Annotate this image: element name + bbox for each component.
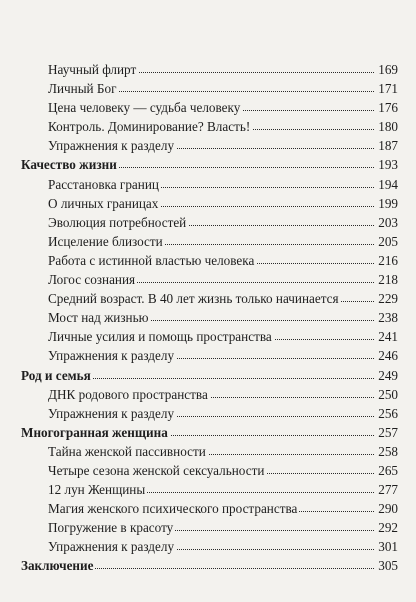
toc-entry-page-number: 216 xyxy=(377,251,398,270)
toc-entry-title: Мост над жизнью xyxy=(48,308,150,327)
toc-entry-page-number: 241 xyxy=(377,327,398,346)
toc-entry-page-number: 258 xyxy=(377,442,398,461)
toc-entry-title: Логос сознания xyxy=(48,270,137,289)
table-of-contents xyxy=(0,60,416,576)
toc-entry-page-number: 203 xyxy=(377,213,398,232)
toc-entry-title: Упражнения к разделу xyxy=(48,136,176,155)
toc-entry xyxy=(0,213,416,232)
toc-entry-title: Исцеление близости xyxy=(48,232,165,251)
toc-entry-page-number: 277 xyxy=(377,480,398,499)
toc-entry-page-number: 305 xyxy=(377,556,398,575)
toc-entry-title: Погружение в красоту xyxy=(48,518,175,537)
toc-entry-title: Род и семья xyxy=(21,366,93,385)
toc-entry-title: Личный Бог xyxy=(48,79,118,98)
toc-entry xyxy=(0,346,416,365)
toc-entry-title: Средний возраст. В 40 лет жизнь только начинается xyxy=(48,289,341,308)
toc-entry xyxy=(0,385,416,404)
toc-entry-page-number: 180 xyxy=(377,117,398,136)
toc-entry xyxy=(0,499,416,518)
toc-entry-title: Многогранная женщина xyxy=(21,423,170,442)
toc-entry-title: Качество жизни xyxy=(21,155,119,174)
toc-entry-title: Тайна женской пассивности xyxy=(48,442,208,461)
toc-entry-title: Научный флирт xyxy=(48,60,138,79)
toc-entry xyxy=(0,480,416,499)
toc-entry-title: О личных границах xyxy=(48,194,160,213)
toc-section-heading xyxy=(0,366,416,385)
toc-entry xyxy=(0,79,416,98)
toc-entry-page-number: 218 xyxy=(377,270,398,289)
toc-entry-page-number: 292 xyxy=(377,518,398,537)
toc-entry-title: Личные усилия и помощь пространства xyxy=(48,327,274,346)
toc-entry-title: Упражнения к разделу xyxy=(48,404,176,423)
toc-entry-page-number: 187 xyxy=(377,136,398,155)
toc-entry xyxy=(0,136,416,155)
toc-entry-title: Четыре сезона женской сексуальности xyxy=(48,461,266,480)
toc-entry-page-number: 246 xyxy=(377,346,398,365)
toc-entry xyxy=(0,251,416,270)
toc-entry-title: Цена человеку — судьба человеку xyxy=(48,98,242,117)
toc-entry-page-number: 249 xyxy=(377,366,398,385)
toc-entry-page-number: 229 xyxy=(377,289,398,308)
toc-entry-page-number: 265 xyxy=(377,461,398,480)
toc-entry-page-number: 199 xyxy=(377,194,398,213)
toc-section-heading xyxy=(0,155,416,174)
toc-entry-page-number: 290 xyxy=(377,499,398,518)
toc-entry-page-number: 301 xyxy=(377,537,398,556)
toc-entry-title: Эволюция потребностей xyxy=(48,213,188,232)
toc-entry-page-number: 193 xyxy=(377,155,398,174)
toc-entry xyxy=(0,327,416,346)
toc-entry-title: Расстановка границ xyxy=(48,175,161,194)
toc-entry-title: Контроль. Доминирование? Власть! xyxy=(48,117,252,136)
toc-entry xyxy=(0,194,416,213)
toc-entry xyxy=(0,461,416,480)
toc-entry xyxy=(0,60,416,79)
toc-entry-title: 12 лун Женщины xyxy=(48,480,147,499)
toc-section-heading xyxy=(0,423,416,442)
toc-entry-page-number: 205 xyxy=(377,232,398,251)
toc-entry xyxy=(0,232,416,251)
toc-entry-page-number: 250 xyxy=(377,385,398,404)
toc-entry xyxy=(0,308,416,327)
toc-entry-title: Заключение xyxy=(21,556,95,575)
toc-entry xyxy=(0,98,416,117)
toc-entry xyxy=(0,117,416,136)
toc-entry-page-number: 171 xyxy=(377,79,398,98)
toc-entry xyxy=(0,270,416,289)
toc-entry xyxy=(0,404,416,423)
toc-entry-page-number: 257 xyxy=(377,423,398,442)
toc-entry-page-number: 169 xyxy=(377,60,398,79)
toc-entry-title: Упражнения к разделу xyxy=(48,346,176,365)
toc-entry-title: ДНК родового пространства xyxy=(48,385,210,404)
toc-entry-page-number: 238 xyxy=(377,308,398,327)
toc-entry-page-number: 176 xyxy=(377,98,398,117)
toc-entry xyxy=(0,537,416,556)
toc-entry-title: Упражнения к разделу xyxy=(48,537,176,556)
toc-entry-page-number: 194 xyxy=(377,175,398,194)
toc-entry xyxy=(0,518,416,537)
toc-entry-page-number: 256 xyxy=(377,404,398,423)
toc-section-heading xyxy=(0,556,416,575)
toc-entry-title: Магия женского психического пространства xyxy=(48,499,299,518)
toc-entry xyxy=(0,175,416,194)
toc-entry xyxy=(0,442,416,461)
toc-entry-title: Работа с истинной властью человека xyxy=(48,251,256,270)
toc-entry xyxy=(0,289,416,308)
bleed-through-text xyxy=(150,6,280,46)
